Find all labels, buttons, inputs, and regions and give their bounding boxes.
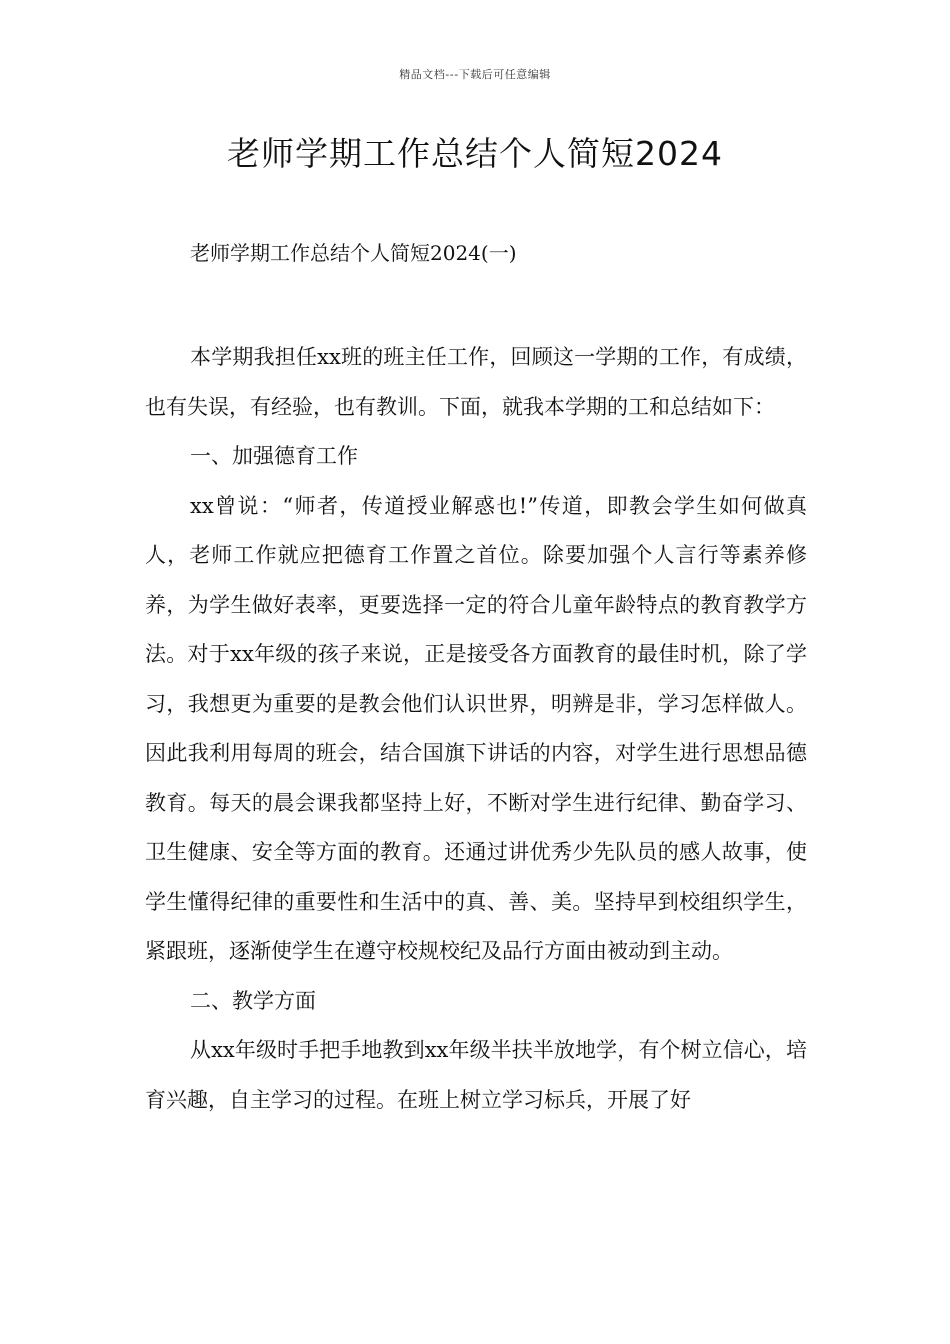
teaching-paragraph: 从xx年级时手把手地教到xx年级半扶半放地学，有个树立信心，培育兴趣，自主学习的过程。在班上树立学习标兵，开展了好 xyxy=(145,1038,807,1112)
intro-paragraph: 本学期我担任xx班的班主任工作，回顾这一学期的工作，有成绩，也有失误，有经验，也有教训。下面，就我本学期的工和总结如下： xyxy=(145,345,807,419)
section-heading-teaching: 二、教学方面 xyxy=(190,988,316,1013)
section-subtitle: 老师学期工作总结个人简短2024(一) xyxy=(190,241,517,265)
header-note: 精品文档---下载后可任意编辑 xyxy=(399,68,551,81)
document-body xyxy=(145,333,807,1125)
moral-education-paragraph: xx曾说：“师者，传道授业解惑也!”传道，即教会学生如何做真人，老师工作就应把德育工作置之首位。除要加强个人言行等素养修养，为学生做好表率，更要选择一定的符合儿童年龄特点的教育教学方法。对于xx年级的孩子来说，正是接受各方面教育的最佳时机，除了学习，我想更为重要的是教会他们认识世界，明辨是非，学习怎样做人。因此我利用每周的班会，结合国旗下讲话的内容，对学生进行思想品德教育。每天的晨会课我都坚持上好，不断对学生进行纪律、勤奋学习、卫生健康、安全等方面的教育。还通过讲优秀少先队员的感人故事，使学生懂得纪律的重要性和生活中的真、善、美。坚持早到校组织学生，紧跟班，逐渐使学生在遵守校规校纪及品行方面由被动到主动。 xyxy=(145,493,807,963)
section-heading-moral-education: 一、加强德育工作 xyxy=(190,444,358,468)
document-title: 老师学期工作总结个人简短2024 xyxy=(227,134,723,173)
